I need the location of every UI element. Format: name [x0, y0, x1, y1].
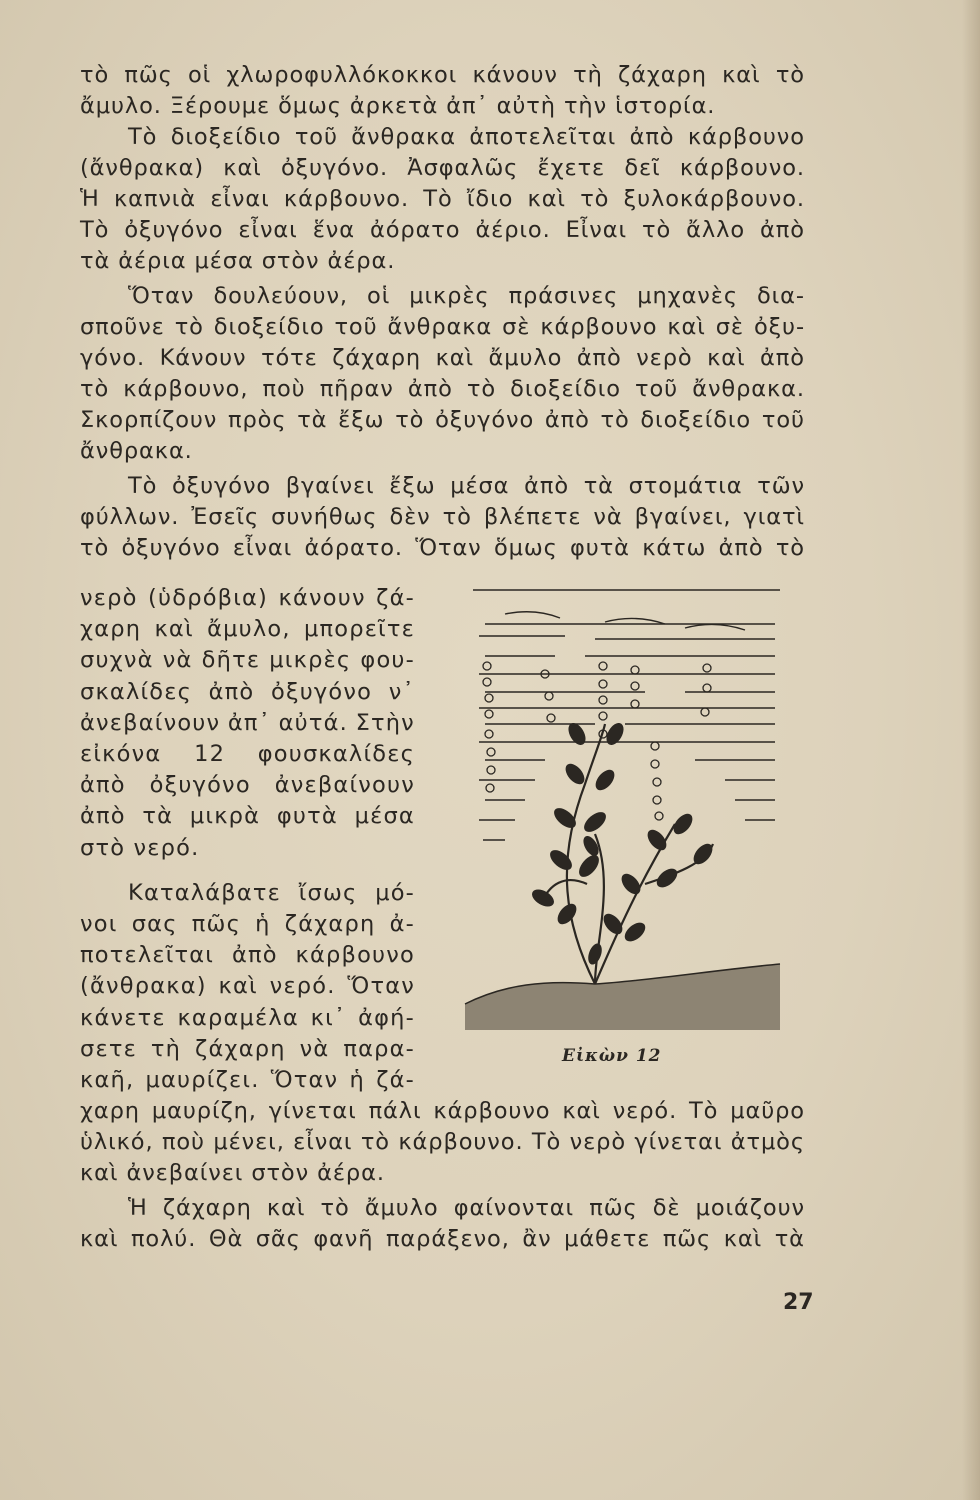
- text-line: [128, 281, 805, 312]
- word: τῶν: [757, 473, 805, 499]
- word: ὀξυγόνο.: [280, 155, 389, 181]
- word: καὶ: [218, 973, 258, 1000]
- word: εἶναι: [293, 1129, 353, 1155]
- word: Ἡ: [128, 1195, 148, 1221]
- word: μαυρίζη,: [151, 1098, 257, 1124]
- text-line: [128, 878, 415, 909]
- text-line: [80, 1224, 805, 1255]
- word: κάρβουνο: [540, 314, 658, 340]
- figure-caption: Εἰκὼν 12: [562, 1046, 662, 1066]
- word: ἀπὸ: [80, 803, 126, 830]
- word: παρα-: [343, 1035, 415, 1062]
- word: Σκορπίζουν: [80, 407, 218, 433]
- word: καὶ: [223, 155, 262, 181]
- word: ἀόρατο.: [304, 535, 403, 561]
- word: (ὑδρόβια): [148, 585, 269, 611]
- word: νερὸ: [636, 345, 693, 371]
- word: τὸ: [775, 535, 805, 561]
- word: ἡ: [349, 1067, 365, 1093]
- word: ποτελεῖται: [80, 942, 215, 969]
- word: βγαίνει: [285, 473, 375, 499]
- word: ὀξυγόνο: [172, 473, 272, 499]
- word: πῶς: [124, 62, 173, 88]
- word: ἀέριο.: [475, 217, 551, 243]
- word: βγαίνει,: [634, 504, 732, 530]
- word: παράξενο,: [385, 1226, 510, 1252]
- word: δὲν: [389, 504, 431, 530]
- word: καὶ: [667, 314, 706, 340]
- word: γίνεται: [634, 1129, 723, 1155]
- word: σποῦνε: [80, 314, 165, 340]
- word: πολύ.: [130, 1226, 197, 1252]
- word: νὰ: [299, 1035, 330, 1062]
- text-line: [80, 739, 415, 770]
- word: ἴδιο: [466, 186, 514, 212]
- word: τὸ: [642, 217, 672, 243]
- word: πῶς: [662, 1226, 712, 1252]
- word: ἡ: [255, 911, 271, 937]
- word: νερὸ: [569, 1129, 627, 1155]
- word: Ἀσφαλῶς: [407, 155, 519, 181]
- text-line: ἄνθρακα.: [80, 438, 193, 464]
- text-line: [128, 471, 805, 502]
- word: ἀποτελεῖται: [469, 124, 617, 150]
- word: χλωροφυλλόκοκκοι: [226, 62, 458, 88]
- word: καραμέλα: [177, 1004, 299, 1031]
- word: ἀνεβαίνουν: [274, 772, 415, 799]
- word: ἔξω: [389, 473, 436, 499]
- word: σας: [131, 911, 178, 937]
- text-line: [80, 583, 415, 614]
- word: Ἡ: [80, 186, 100, 212]
- page-edge-shadow: [962, 0, 980, 1500]
- word: φυτὰ: [570, 535, 630, 561]
- word: μαῦρο: [730, 1098, 805, 1124]
- word: ὀξυγόνο: [435, 407, 535, 433]
- text-line: ἄμυλο. Ξέρουμε ὅμως ἀρκετὰ ἀπ᾿ αὐτὴ τὴν ἱστορία.: [80, 93, 716, 119]
- word: μικρὲς: [269, 647, 352, 674]
- word: τὰ: [774, 1226, 805, 1252]
- text-line: [80, 770, 415, 801]
- figure-aquatic-plant-illustration: [445, 584, 785, 1044]
- text-line: [128, 122, 805, 153]
- word: πῶς: [589, 1195, 638, 1221]
- plant-leaves: [529, 720, 716, 966]
- word: (ἄνθρακα): [80, 155, 205, 181]
- word: τὴ: [150, 1035, 182, 1062]
- word: Ἐσεῖς: [191, 504, 260, 530]
- text-line: [80, 801, 415, 832]
- word: ὀξυγόνο: [124, 217, 224, 243]
- word: ὀξυ-: [753, 314, 805, 340]
- word: ὀξυγόνο: [121, 535, 221, 561]
- word: καὶ: [435, 345, 474, 371]
- word: νὰ: [593, 504, 623, 530]
- word: ζάχαρη: [332, 345, 422, 371]
- text-line: στὸ νερό.: [80, 834, 200, 861]
- word: Ὅταν: [347, 973, 415, 1000]
- text-line: [80, 215, 805, 246]
- riverbed: [465, 964, 780, 1030]
- word: κάνουν: [472, 62, 558, 88]
- word: κάρβουνο.: [398, 1129, 524, 1155]
- word: νὰ: [162, 647, 193, 674]
- word: ἔξω: [338, 407, 385, 433]
- word: ζάχαρη: [284, 911, 376, 937]
- word: Τὸ: [80, 217, 110, 243]
- text-line: [80, 502, 805, 533]
- word: τὸ: [600, 407, 630, 433]
- text-line: [80, 677, 415, 708]
- text-line: [80, 1127, 805, 1158]
- word: ἄμυλο: [364, 1195, 439, 1221]
- word: μοιάζουν: [695, 1195, 805, 1221]
- text-line: [80, 374, 805, 405]
- word: κάρβουνο.: [679, 155, 805, 181]
- word: σετε: [80, 1035, 137, 1062]
- word: κάρβουνο: [687, 124, 805, 150]
- word: ἀπ᾿: [227, 709, 272, 736]
- word: διοξείδιο: [640, 407, 752, 433]
- word: κάρβουνο.: [283, 186, 410, 212]
- text-line: [80, 1065, 415, 1096]
- word: μέσα: [354, 803, 415, 830]
- text-line: [80, 60, 805, 91]
- text-line: [80, 909, 415, 940]
- word: τότε: [261, 345, 318, 371]
- word: οἱ: [367, 283, 391, 309]
- word: μικρὰ: [189, 803, 261, 830]
- word: ζάχαρη: [618, 62, 707, 88]
- word: πάλι: [368, 1098, 422, 1124]
- word: ἀπὸ: [718, 535, 764, 561]
- word: κι᾿: [310, 1004, 347, 1031]
- word: τὸ: [442, 504, 472, 530]
- word: σὲ: [715, 314, 744, 340]
- text-line: [128, 1193, 805, 1224]
- word: τὸ: [360, 1129, 390, 1155]
- word: ἀπὸ: [629, 124, 675, 150]
- text-line: [80, 153, 805, 184]
- text-line: [80, 184, 805, 215]
- word: ποὺ: [262, 376, 306, 402]
- word: (ἄνθρακα): [80, 973, 207, 1000]
- word: ἀπὸ: [407, 376, 453, 402]
- word: πῶς: [191, 911, 241, 937]
- word: ἀπὸ: [760, 217, 805, 243]
- word: σᾶς: [255, 1226, 301, 1252]
- word: μαυρίζει.: [145, 1067, 260, 1093]
- word: ἄμυλο: [488, 345, 563, 371]
- word: νερὸ: [80, 585, 138, 611]
- word: ἴσως: [298, 879, 358, 906]
- word: καὶ: [707, 345, 746, 371]
- word: Ὅταν: [270, 1067, 339, 1093]
- word: ἄμυλο,: [207, 616, 291, 643]
- word: δια-: [756, 283, 805, 309]
- word: τὸ: [174, 314, 204, 340]
- word: φουσκαλίδες: [257, 741, 415, 767]
- word: φου-: [360, 647, 415, 674]
- text-line: [80, 1096, 805, 1127]
- word: Καταλάβατε: [128, 879, 282, 906]
- word: εἰκόνα: [80, 741, 162, 767]
- word: ζά-: [376, 1067, 415, 1093]
- word: ἀπὸ: [576, 345, 622, 371]
- word: ζά-: [376, 585, 415, 611]
- word: καὶ: [722, 62, 761, 88]
- word: οἱ: [187, 62, 212, 88]
- word: μένει,: [213, 1129, 285, 1155]
- word: ὀξυγόνο: [149, 772, 251, 799]
- word: εἶναι: [210, 186, 270, 212]
- word: τοῦ: [294, 124, 338, 150]
- word: γιατὶ: [743, 504, 805, 530]
- oxygen-bubbles: [483, 662, 711, 820]
- word: ζάχαρη: [195, 1035, 286, 1062]
- text-line: [80, 645, 415, 676]
- word: Τὸ: [531, 1129, 562, 1155]
- word: πρὸς: [228, 407, 287, 433]
- word: τὸ: [320, 1195, 350, 1221]
- word: κάρβουνο: [295, 942, 415, 969]
- word: καὶ: [562, 1098, 601, 1124]
- word: γόνο.: [80, 345, 146, 371]
- text-line: [80, 940, 415, 971]
- word: εἶναι: [232, 535, 293, 561]
- word: φανῆ: [313, 1226, 374, 1252]
- word: Ὅταν: [415, 535, 482, 561]
- word: Ὅταν: [128, 283, 195, 309]
- text-line: [80, 708, 415, 739]
- word: ἀπὸ: [760, 345, 805, 371]
- word: ἕνα: [312, 217, 355, 243]
- word: δῆτε: [201, 647, 261, 674]
- word: κάρβουνο: [433, 1098, 551, 1124]
- word: Κάνουν: [159, 345, 247, 371]
- word: τὸ: [80, 376, 110, 402]
- word: δὲ: [652, 1195, 681, 1221]
- word: ἄνθρακα: [387, 314, 493, 340]
- word: ὀξυγόνο: [270, 678, 373, 705]
- text-line: [80, 1034, 415, 1065]
- word: συχνὰ: [80, 647, 154, 674]
- text-line: [80, 533, 805, 564]
- word: τὸ: [80, 535, 110, 561]
- word: στομάτια: [628, 473, 743, 499]
- word: Εἶναι: [565, 217, 628, 243]
- word: γίνεται: [268, 1098, 357, 1124]
- word: τοῦ: [761, 407, 805, 433]
- word: διοξείδιο: [510, 376, 621, 402]
- word: κάνετε: [80, 1004, 166, 1031]
- word: χαρη: [80, 1098, 140, 1124]
- word: φύλλων.: [80, 504, 180, 530]
- word: κάτω: [642, 535, 707, 561]
- word: συνήθως: [271, 504, 378, 530]
- word: φαίνονται: [453, 1195, 575, 1221]
- word: τὰ: [583, 473, 614, 499]
- word: καπνιὰ: [113, 186, 197, 212]
- word: νοι: [80, 911, 118, 937]
- text-line: [80, 971, 415, 1002]
- word: καῆ,: [80, 1067, 135, 1093]
- word: τὸ: [466, 376, 497, 402]
- word: τοῦ: [334, 314, 378, 340]
- word: μπορεῖτε: [303, 616, 415, 643]
- word: καὶ: [154, 616, 194, 643]
- word: εἶναι: [238, 217, 298, 243]
- page-number: 27: [783, 1290, 814, 1315]
- text-line: [80, 405, 805, 436]
- word: ἀόρατο: [369, 217, 461, 243]
- word: 12: [194, 741, 226, 767]
- word: κάρβουνο,: [123, 376, 249, 402]
- word: μηχανὲς: [637, 283, 738, 309]
- word: τοῦ: [635, 376, 679, 402]
- word: ἄνθρακα: [351, 124, 456, 150]
- word: καὶ: [266, 1195, 306, 1221]
- text-line: [80, 312, 805, 343]
- text-line: τὰ ἀέρια μέσα στὸν ἀέρα.: [80, 248, 396, 274]
- word: ν᾿: [388, 678, 415, 705]
- word: ἀπὸ: [524, 473, 569, 499]
- word: τὸ: [80, 62, 110, 88]
- word: Τὸ: [423, 186, 453, 212]
- word: σκαλίδες: [80, 678, 193, 705]
- word: ἄνθρακα.: [692, 376, 805, 402]
- word: μικρὲς: [409, 283, 490, 309]
- aquatic-plant: [541, 724, 713, 984]
- word: τὸ: [395, 407, 425, 433]
- word: μό-: [375, 879, 415, 906]
- word: τὸ: [580, 186, 610, 212]
- word: δεῖ: [624, 155, 661, 181]
- word: Στὴν: [355, 709, 415, 736]
- word: ἔχετε: [537, 155, 606, 181]
- word: ἀπὸ: [231, 942, 278, 969]
- word: ὅμως: [493, 535, 558, 561]
- word: καὶ: [527, 186, 566, 212]
- word: φυτὰ: [276, 803, 338, 830]
- word: διοξείδιο: [170, 124, 282, 150]
- word: ἂν: [522, 1226, 552, 1252]
- word: ἀ-: [389, 911, 415, 937]
- word: νερό.: [612, 1098, 678, 1124]
- word: Θὰ: [208, 1226, 244, 1252]
- word: καὶ: [723, 1226, 763, 1252]
- text-line: καὶ ἀνεβαίνει στὸν ἀέρα.: [80, 1160, 385, 1186]
- word: ἀνεβαίνουν: [80, 709, 221, 736]
- word: βλέπετε: [483, 504, 582, 530]
- word: Τὸ: [128, 124, 158, 150]
- word: αὐτά.: [278, 709, 349, 736]
- word: ἄλλο: [686, 217, 746, 243]
- word: ὑλικό,: [80, 1129, 154, 1155]
- text-line: [80, 343, 805, 374]
- word: καὶ: [80, 1226, 119, 1252]
- word: ποὺ: [161, 1129, 205, 1155]
- word: Τὸ: [128, 473, 158, 499]
- word: κάνουν: [278, 585, 366, 611]
- word: πῆραν: [319, 376, 394, 402]
- word: ζάχαρη: [162, 1195, 252, 1221]
- word: διοξείδιο: [213, 314, 325, 340]
- word: τὰ: [142, 803, 174, 830]
- word: χαρη: [80, 616, 142, 643]
- word: μέσα: [450, 473, 510, 499]
- word: νερό.: [269, 973, 336, 1000]
- word: σὲ: [502, 314, 531, 340]
- word: ἀτμὸς: [730, 1129, 805, 1155]
- word: ἀπὸ: [208, 678, 255, 705]
- word: Τὸ: [689, 1098, 719, 1124]
- word: τὴ: [573, 62, 603, 88]
- word: ἀπὸ: [80, 772, 126, 799]
- word: μάθετε: [564, 1226, 651, 1252]
- word: τὸ: [775, 62, 805, 88]
- word: πράσινες: [508, 283, 619, 309]
- word: ἀπὸ: [544, 407, 590, 433]
- word: ἀφή-: [358, 1004, 415, 1031]
- word: τὰ: [297, 407, 328, 433]
- text-line: [80, 1003, 415, 1034]
- word: δουλεύουν,: [213, 283, 348, 309]
- word: ξυλοκάρβουνο.: [623, 186, 805, 212]
- text-line: [80, 614, 415, 645]
